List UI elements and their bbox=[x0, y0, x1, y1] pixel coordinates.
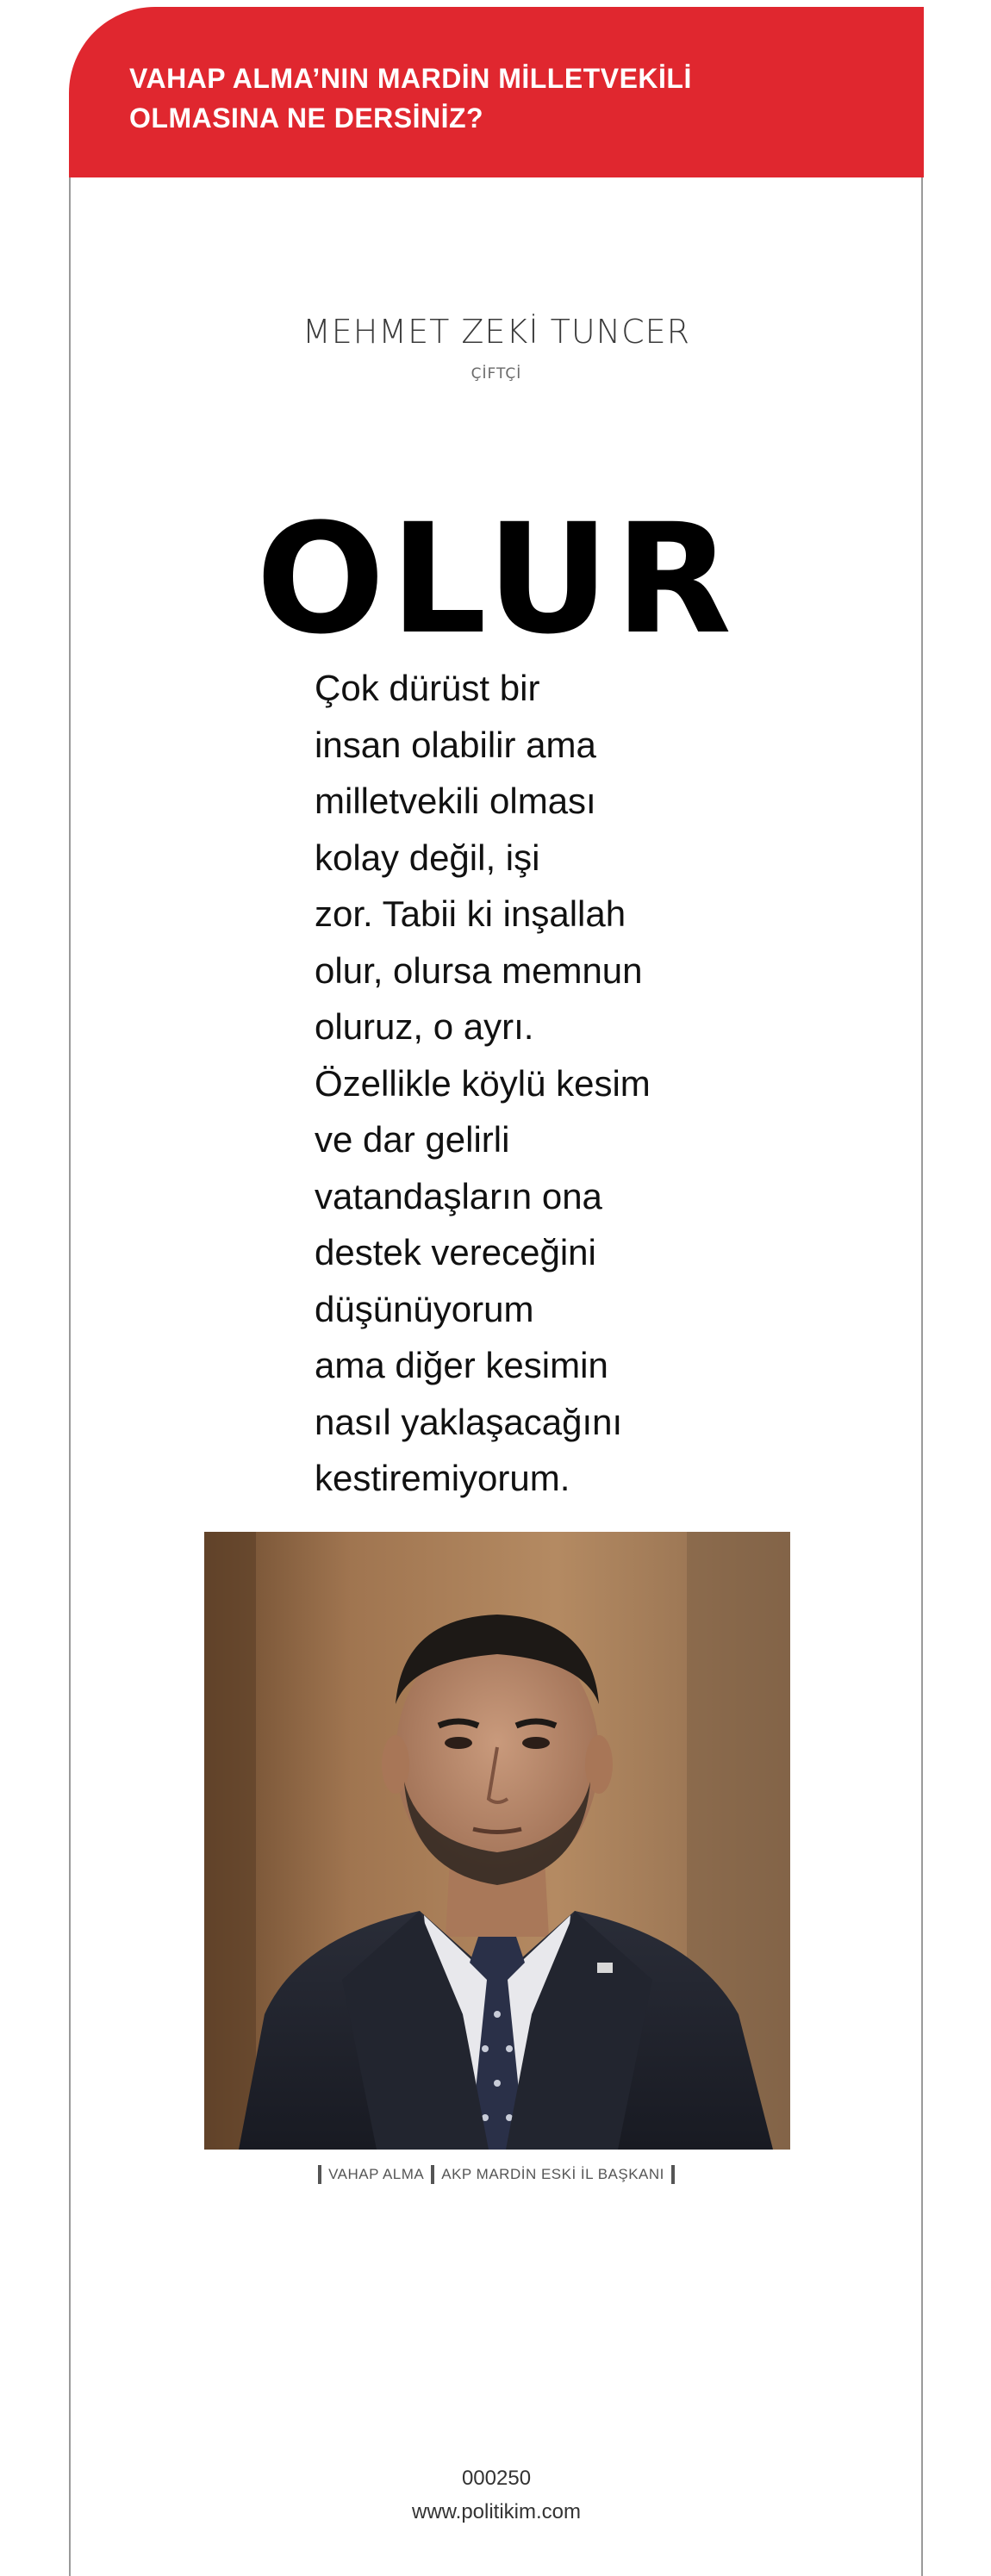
caption-divider bbox=[431, 2165, 434, 2184]
website-link[interactable]: www.politikim.com bbox=[411, 2500, 582, 2523]
caption-person-title: AKP MARDİN ESKİ İL BAŞKANI bbox=[441, 2166, 664, 2182]
caption-divider bbox=[671, 2165, 675, 2184]
respondent-name: MEHMET ZEKİ TUNCER bbox=[302, 313, 691, 351]
candidate-photo bbox=[204, 1532, 790, 2150]
reference-code: 000250 bbox=[461, 2467, 532, 2490]
respondent-quote: Çok dürüst bir insan olabilir ama milletvekili olması kolay değil, işi zor. Tabii ki inşallah olur, olursa memnun oluruz, o ayrı. Özellikle köylü kesim ve dar gelirli vatandaşların ona destek vereceğini düşünüyorum ama diğer kesimin nasıl yaklaşacağını kestiremiyorum. bbox=[315, 668, 651, 1498]
answer-headline: OLUR bbox=[256, 491, 737, 668]
photo-caption bbox=[69, 2165, 924, 2184]
caption-person-name: VAHAP ALMA bbox=[328, 2166, 425, 2182]
survey-card bbox=[69, 7, 924, 2576]
respondent-occupation: ÇİFTÇİ bbox=[471, 365, 522, 383]
question-header bbox=[69, 7, 924, 177]
caption-divider bbox=[318, 2165, 321, 2184]
question-title: VAHAP ALMA’NIN MARDİN MİLLETVEKİLİ OLMASINA NE DERSİNİZ? bbox=[129, 63, 692, 134]
portrait-illustration bbox=[204, 1532, 790, 2150]
